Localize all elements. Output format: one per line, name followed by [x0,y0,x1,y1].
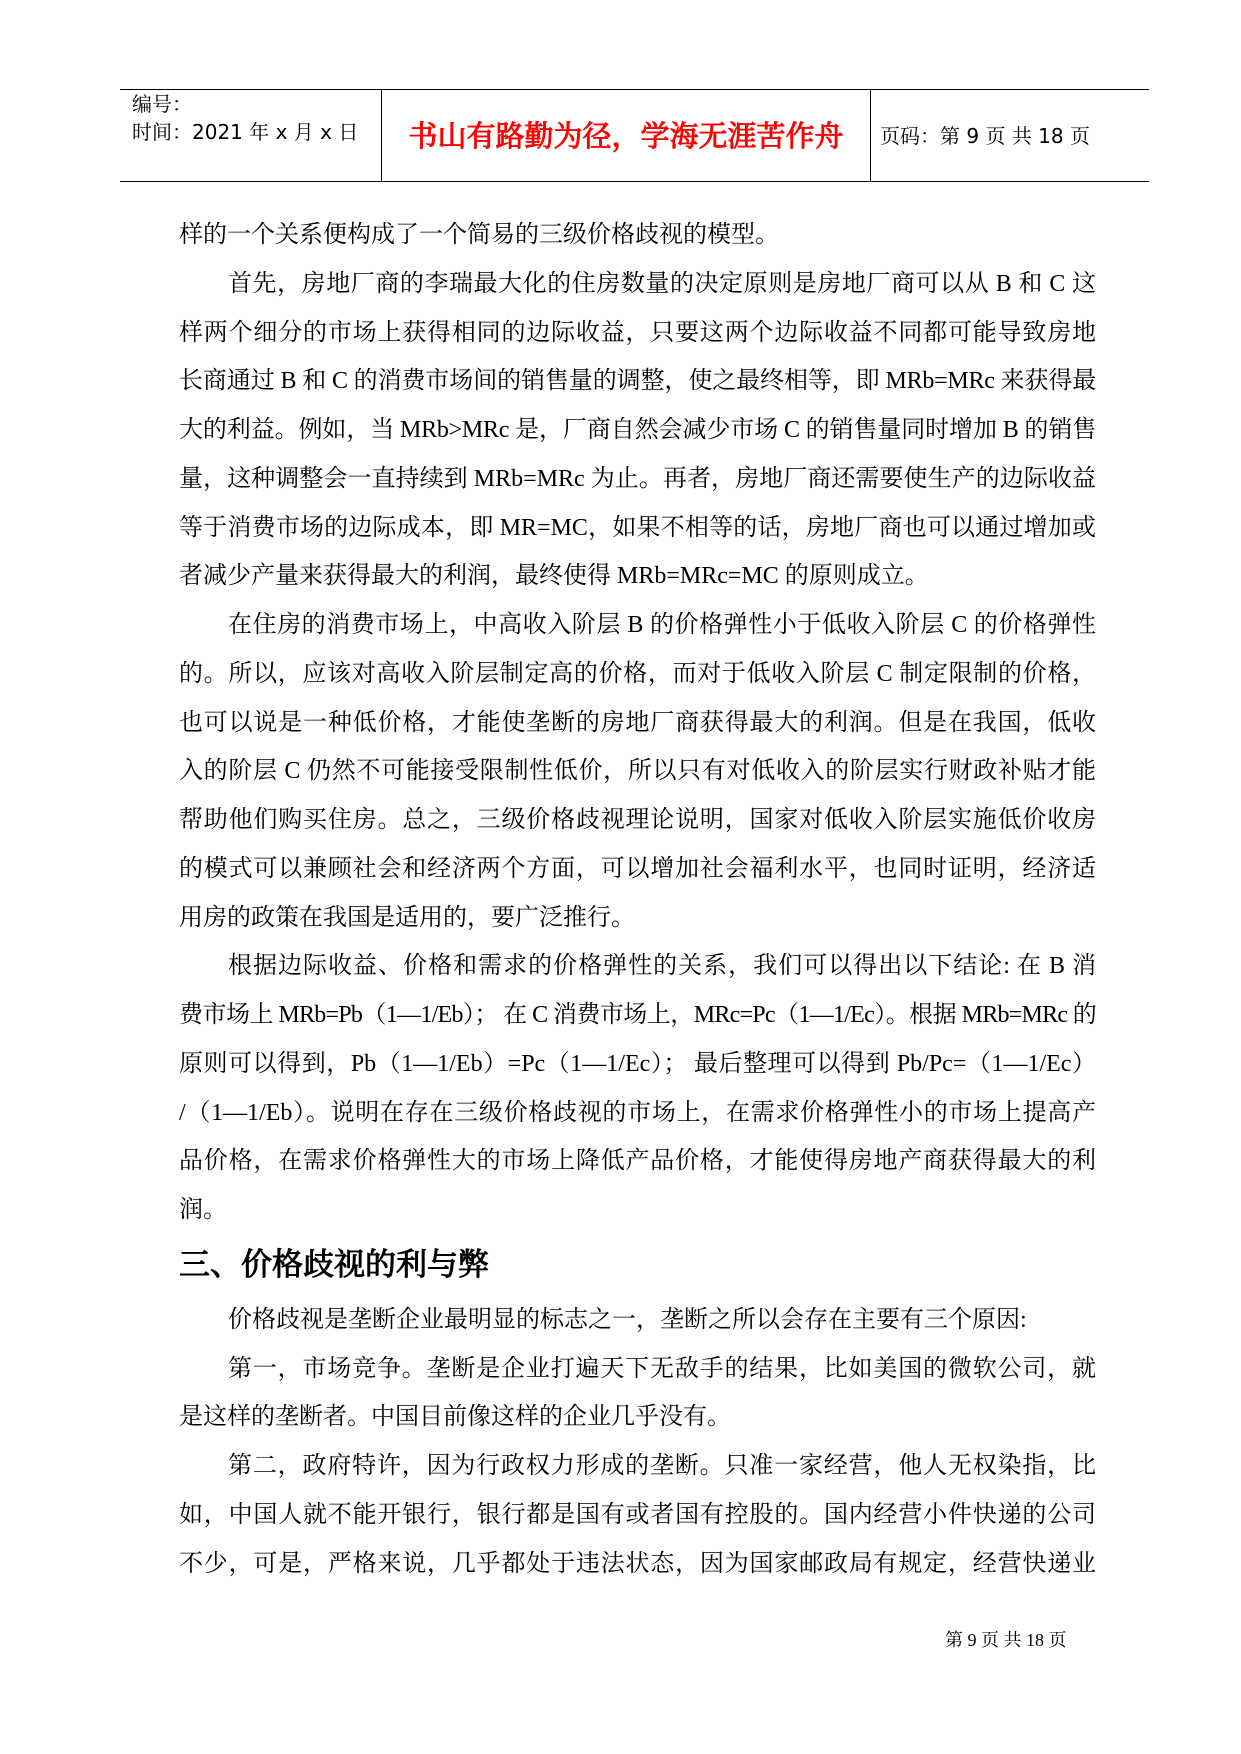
text-line: 不少，可是，严格来说，几乎都处于违法状态，因为国家邮政局有规定，经营快递业 [179,1550,1096,1577]
header-rule-top [120,89,1149,90]
text-line: 等于消费市场的边际成本，即 MR=MC，如果不相等的话，房地厂商也可以通过增加或 [179,514,1096,541]
paragraph [179,260,1096,601]
text-line: 第二，政府特许，因为行政权力形成的垄断。只准一家经营，他人无权染指，比 [228,1453,1096,1479]
text-line: 量，这种调整会一直持续到 MRb=MRc 为止。再者，房地厂商还需要使生产的边际收益 [179,465,1096,492]
text-line: /（1—1/Eb）。说明在存在三级价格歧视的市场上，在需求价格弹性小的市场上提高产 [179,1099,1096,1126]
text-line: 润。 [179,1197,227,1223]
text-line: 入的阶层 C 仍然不可能接受限制性低价，所以只有对低收入的阶层实行财政补贴才能 [179,758,1096,785]
section-heading: 三、价格歧视的利与弊 [179,1246,489,1283]
text-line: 也可以说是一种低价格，才能使垄断的房地厂商获得最大的利润。但是在我国，低收 [179,709,1096,736]
paragraph [179,1345,1096,1443]
text-line: 用房的政策在我国是适用的，要广泛推行。 [179,904,635,931]
footer-page-number: 第 9 页 共 18 页 [945,1630,1067,1650]
text-line: 者减少产量来获得最大的利润，最终使得 MRb=MRc=MC 的原则成立。 [179,563,929,590]
paragraph [179,1296,1096,1345]
paragraph [179,942,1096,1235]
text-line: 样两个细分的市场上获得相同的边际收益，只要这两个边际收益不同都可能导致房地 [179,319,1096,346]
text-line: 是这样的垄断者。中国目前像这样的企业几乎没有。 [179,1404,731,1431]
header-date-label: 时间：2021 年 x 月 x 日 [132,120,359,144]
header-page-info: 页码：第 9 页 共 18 页 [880,124,1090,148]
text-line: 帮助他们购买住房。总之，三级价格歧视理论说明，国家对低收入阶层实施低价收房 [179,807,1096,833]
header-rule-bottom [120,181,1149,182]
text-line: 长商通过 B 和 C 的消费市场间的销售量的调整，使之最终相等，即 MRb=MRc 来获得最 [179,368,1096,395]
header-divider-right [870,89,871,182]
text-line: 价格歧视是垄断企业最明显的标志之一，垄断之所以会存在主要有三个原因: [228,1306,1027,1333]
text-line: 首先，房地厂商的李瑞最大化的住房数量的决定原则是房地厂商可以从 B 和 C 这 [228,270,1096,297]
document-body [179,211,1096,1588]
paragraph [179,601,1096,942]
text-line: 原则可以得到，Pb（1—1/Eb）=Pc（1—1/Ec）； 最后整理可以得到 Pb/Pc=（1—1/Ec） [179,1050,1096,1077]
text-line: 在住房的消费市场上，中高收入阶层 B 的价格弹性小于低收入阶层 C 的价格弹性 [228,612,1096,638]
header-motto: 书山有路勤为径，学海无涯苦作舟 [408,119,844,153]
text-line: 如，中国人就不能开银行，银行都是国有或者国有控股的。国内经营小件快递的公司 [179,1501,1096,1528]
header-number-label: 编号： [132,92,192,116]
text-line: 大的利益。例如，当 MRb>MRc 是，厂商自然会减少市场 C 的销售量同时增加 B 的销售 [179,417,1096,443]
text-line: 费市场上 MRb=Pb（1—1/Eb）； 在 C 消费市场上，MRc=Pc（1—1/Ec）。根据 MRb=MRc 的 [179,1002,1096,1028]
text-line: 第一，市场竞争。垄断是企业打遍天下无敌手的结果，比如美国的微软公司，就 [228,1355,1096,1382]
paragraph [179,1442,1096,1588]
text-line: 的模式可以兼顾社会和经济两个方面，可以增加社会福利水平，也同时证明，经济适 [179,855,1096,882]
text-line: 品价格，在需求价格弹性大的市场上降低产品价格，才能使得房地产商获得最大的利 [179,1148,1096,1175]
text-line: 样的一个关系便构成了一个简易的三级价格歧视的模型。 [179,222,779,248]
text-line: 的。所以，应该对高收入阶层制定高的价格，而对于低收入阶层 C 制定限制的价格， [179,660,1096,687]
text-line: 根据边际收益、价格和需求的价格弹性的关系，我们可以得出以下结论: 在 B 消 [228,953,1096,980]
paragraph [179,211,1096,260]
